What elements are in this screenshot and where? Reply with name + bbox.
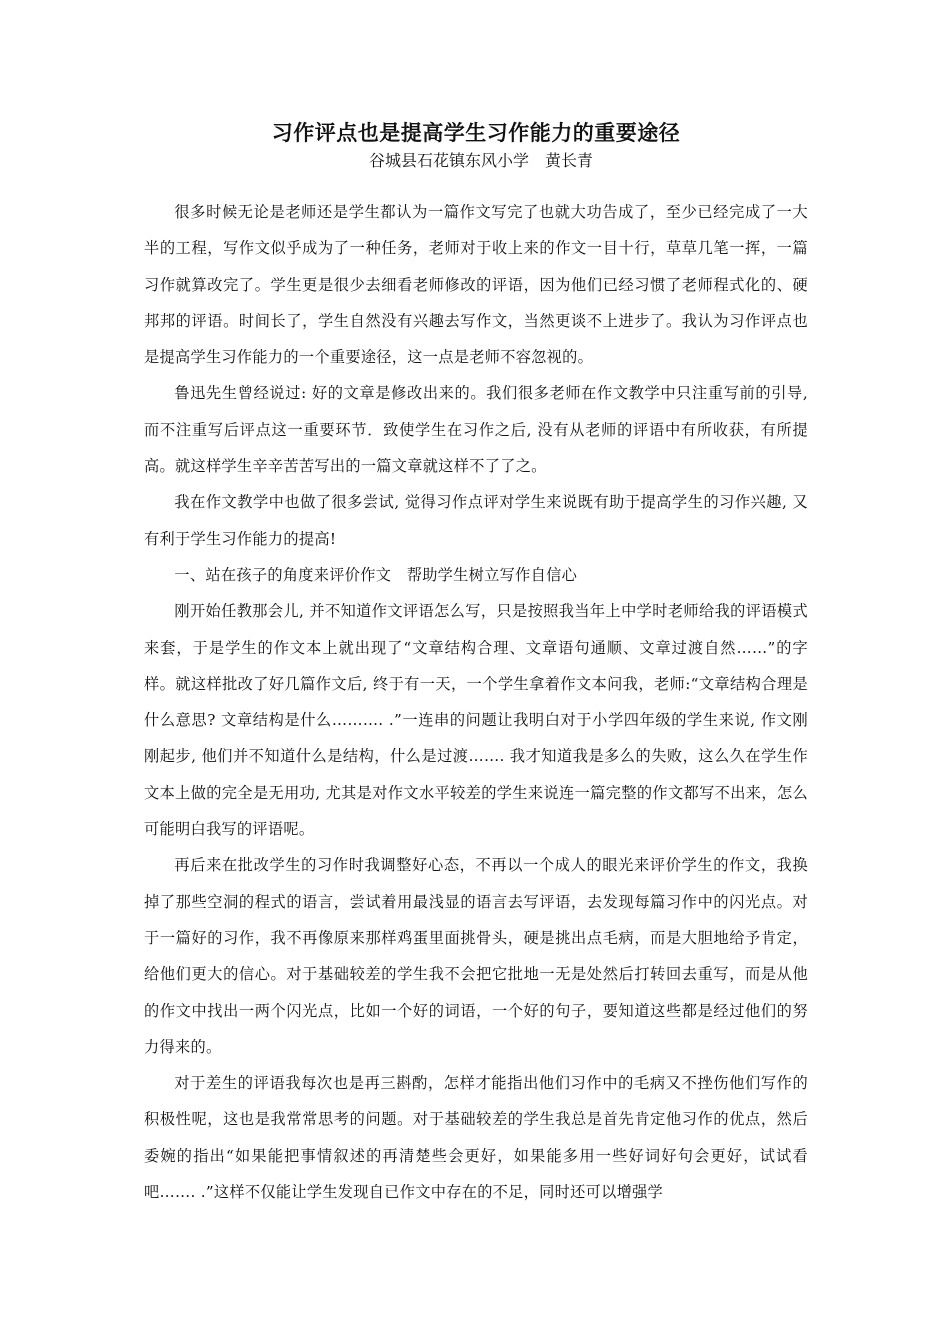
paragraph-early-teaching: 刚开始任教那会儿, 并不知道作文评语怎么写，只是按照我当年上中学时老师给我的评语模式来套，于是学生的作文本上就出现了“文章结构合理、文章语句通顺、文章过渡自然……”的字样。就这样批改了好几篇作文后, 终于有一天，一个学生拿着作文本问我，老师:“文章结构合理是什么意思? 文章结构是什么………. .”一连串的问题让我明白对于小学四年级的学生来说, 作文刚刚起步, 他们并不知道什么是结构，什么是过渡……. 我才知道我是多么的失败，这么久在学生作文本上做的完全是无用功, 尤其是对作文水平较差的学生来说连一篇完整的作文都写不出来，怎么可能明白我写的评语呢。 xyxy=(144,602,808,839)
paragraph-adjusted-approach: 再后来在批改学生的习作时我调整好心态，不再以一个成人的眼光来评价学生的作文，我换掉了那些空洞的程式的语言，尝试着用最浅显的语言去写评语，去发现每篇习作中的闪光点。对于一篇好的习作，我不再像原来那样鸡蛋里面挑骨头，硬是挑出点毛病，而是大胆地给予肯定，给他们更大的信心。对于基础较差的学生我不会把它批地一无是处然后打转回去重写，而是从他的作文中找出一两个闪光点，比如一个好的词语，一个好的句子，要知道这些都是经过他们的努力得来的。 xyxy=(144,856,808,1056)
document-byline xyxy=(144,150,808,172)
byline-author: 黄长青 xyxy=(545,151,594,170)
document-page xyxy=(144,118,808,1210)
paragraph-weak-students: 对于差生的评语我每次也是再三斟酌，怎样才能指出他们习作中的毛病又不挫伤他们写作的积极性呢，这也是我常常思考的问题。对于基础较差的学生我总是首先肯定他习作的优点，然后委婉的指出“如果能把事情叙述的再清楚些会更好，如果能多用一些好词好句会更好，试试看吧……. .”这样不仅能让学生发现自已作文中存在的不足，同时还可以增强学 xyxy=(144,1074,808,1202)
byline-school: 谷城县石花镇东风小学 xyxy=(368,151,529,170)
document-body xyxy=(144,194,808,1210)
document-title: 习作评点也是提高学生习作能力的重要途径 xyxy=(271,121,681,145)
paragraph-luxun-quote: 鲁迅先生曾经说过: 好的文章是修改出来的。我们很多老师在作文教学中只注重写前的引导, 而不注重写后评点这一重要环节．致使学生在习作之后, 没有从老师的评语中有所收获，有所提高。就这样学生辛辛苦苦写出的一篇文章就这样不了了之。 xyxy=(144,384,808,476)
section-heading-1: 一、站在孩子的角度来评价作文 帮助学生树立写作自信心 xyxy=(174,565,578,584)
paragraph-attempts: 我在作文教学中也做了很多尝试, 觉得习作点评对学生来说既有助于提高学生的习作兴趣, 又有利于学生习作能力的提高! xyxy=(144,493,808,548)
paragraph-intro: 很多时候无论是老师还是学生都认为一篇作文写完了也就大功告成了，至少已经完成了一大半的工程，写作文似乎成为了一种任务，老师对于收上来的作文一目十行，草草几笔一挥，一篇习作就算改完了。学生更是很少去细看老师修改的评语，因为他们已经习惯了老师程式化的、硬邦邦的评语。时间长了，学生自然没有兴趣去写作文，当然更谈不上进步了。我认为习作评点也是提高学生习作能力的一个重要途径，这一点是老师不容忽视的。 xyxy=(144,203,808,367)
